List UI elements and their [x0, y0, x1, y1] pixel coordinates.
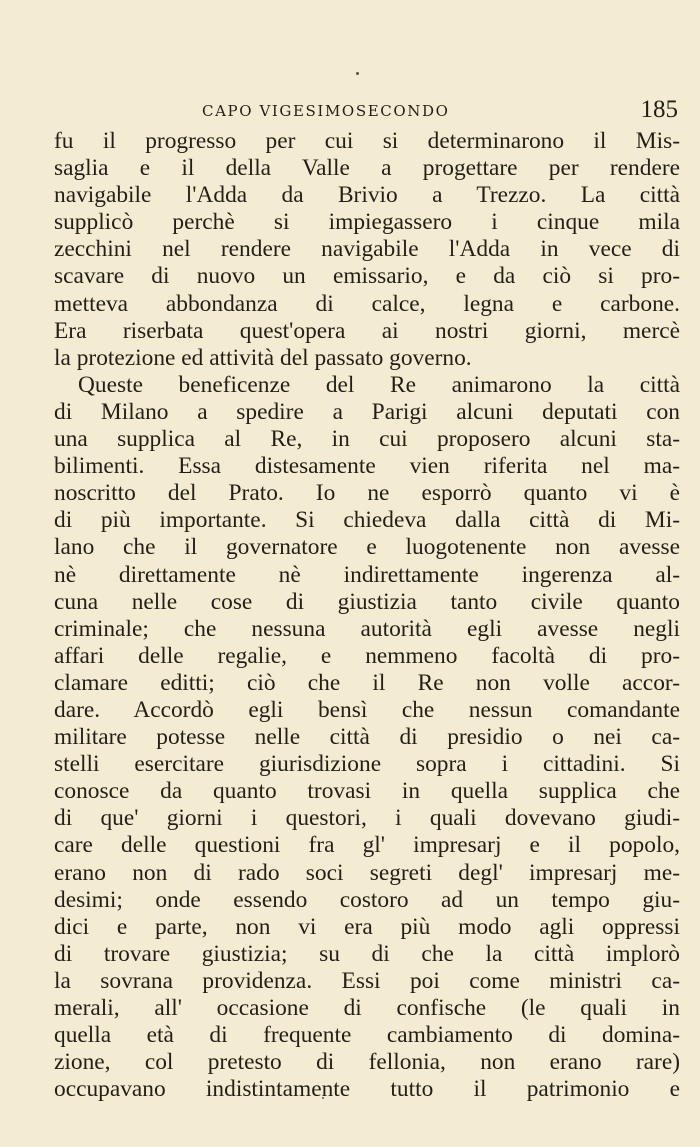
text-line: occupavano indistintamente tutto il patrimonio e	[54, 1076, 680, 1103]
text-line: merali, all' occasione di confische (le quali in	[54, 995, 680, 1021]
text-line: stelli esercitare giurisdizione sopra i cittadini. Si	[54, 751, 680, 778]
text-line: una supplica al Re, in cui proposero alcuni sta-	[54, 426, 680, 453]
ink-speck	[356, 72, 359, 75]
text-line: affari delle regalie, e nemmeno facoltà di pro-	[54, 642, 680, 669]
text-line: zione, col pretesto di fellonia, non erano rare)	[54, 1049, 680, 1076]
text-line: criminale; che nessuna autorità egli avesse negli	[54, 615, 680, 642]
text-line: cuna nelle cose di giustizia tanto civile quanto	[54, 588, 680, 615]
text-line: la sovrana providenza. Essi poi come ministri ca-	[54, 967, 680, 994]
text-line: erano non di rado soci segreti degl' impresarj me-	[54, 859, 680, 886]
text-line: zecchini nel rendere navigabile l'Adda in vece di	[54, 236, 680, 263]
text-line: quella età di frequente cambiamento di domina-	[54, 1022, 680, 1049]
body-text	[54, 128, 680, 1103]
text-line: la protezione ed attività del passato governo.	[54, 344, 472, 371]
text-line: Era riserbata quest'opera ai nostri giorni, mercè	[54, 317, 680, 344]
text-line: clamare editti; ciò che il Re non volle accor-	[54, 669, 680, 696]
text-line: conosce da quanto trovasi in quella supplica che	[54, 778, 680, 805]
text-line: bilimenti. Essa distesamente vien riferita nel ma-	[54, 453, 680, 480]
text-line: Queste beneficenze del Re animarono la città	[78, 371, 680, 398]
text-line: di trovare giustizia; su di che la città implorò	[54, 940, 680, 967]
page-number: 185	[640, 96, 678, 123]
text-line: di que' giorni i questori, i quali dovevano giudi-	[54, 805, 680, 832]
text-line: dare. Accordò egli bensì che nessun comandante	[54, 696, 680, 723]
text-line: militare potesse nelle città di presidio o nei ca-	[54, 724, 680, 751]
text-line: desimi; onde essendo costoro ad un tempo giu-	[54, 886, 680, 913]
text-line: noscritto del Prato. Io ne esporrò quanto vi è	[54, 480, 680, 507]
text-line: nè direttamente nè indirettamente ingerenza al-	[54, 561, 680, 588]
text-line: metteva abbondanza di calce, legna e carbone.	[54, 290, 680, 317]
text-line: lano che il governatore e luogotenente non avesse	[54, 534, 680, 561]
text-line: supplicò perchè si impiegassero i cinque mila	[54, 209, 680, 236]
page-header	[54, 96, 680, 130]
running-head: CAPO VIGESIMOSECONDO	[202, 102, 450, 120]
text-line: di Milano a spedire a Parigi alcuni deputati con	[54, 398, 680, 425]
text-line: care delle questioni fra gl' impresarj e il popolo,	[54, 832, 680, 859]
text-line: navigabile l'Adda da Brivio a Trezzo. La città	[54, 182, 680, 209]
text-line: scavare di nuovo un emissario, e da ciò si pro-	[54, 263, 680, 290]
text-line: saglia e il della Valle a progettare per rendere	[54, 155, 680, 182]
text-line: fu il progresso per cui si determinarono il Mis-	[54, 128, 680, 154]
text-line: dici e parte, non vi era più modo agli oppressi	[54, 913, 680, 940]
text-line: di più importante. Si chiedeva dalla città di Mi-	[54, 507, 680, 534]
